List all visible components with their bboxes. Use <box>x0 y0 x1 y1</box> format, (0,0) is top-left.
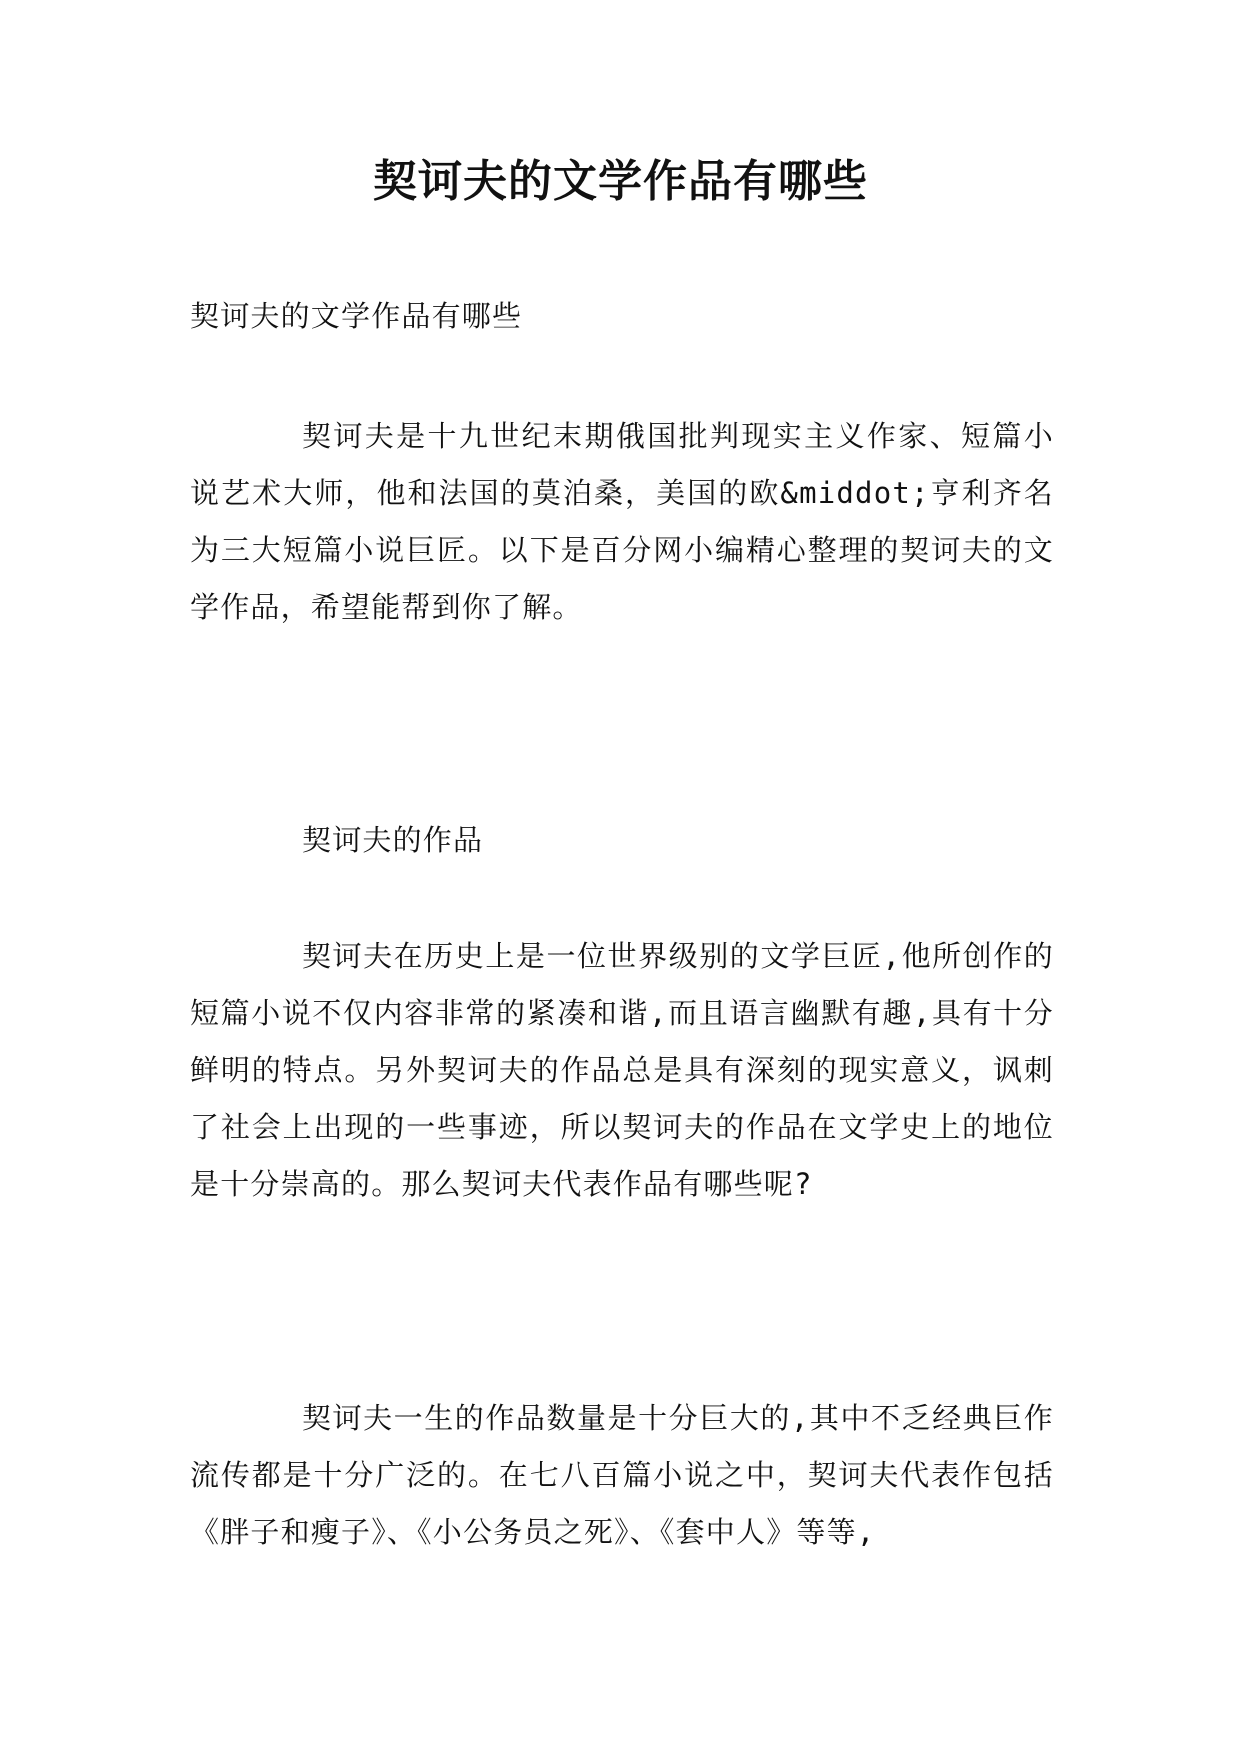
document-title: 契诃夫的文学作品有哪些 <box>373 156 868 207</box>
section-heading: 契诃夫的作品 <box>302 823 484 857</box>
body-paragraph: 契诃夫一生的作品数量是十分巨大的,其中不乏经典巨作流传都是十分广泛的。在七八百篇小说之中，契诃夫代表作包括《胖子和瘦子》、《小公务员之死》、《套中人》等等, <box>190 1401 1054 1549</box>
body-paragraph: 契诃夫在历史上是一位世界级别的文学巨匠,他所创作的短篇小说不仅内容非常的紧凑和谐,而且语言幽默有趣,具有十分鲜明的特点。另外契诃夫的作品总是具有深刻的现实意义，讽刺了社会上出现的一些事迹，所以契诃夫的作品在文学史上的地位是十分崇高的。那么契诃夫代表作品有哪些呢? <box>190 939 1054 1201</box>
document-subtitle: 契诃夫的文学作品有哪些 <box>190 299 523 333</box>
intro-paragraph: 契诃夫是十九世纪末期俄国批判现实主义作家、短篇小说艺术大师，他和法国的莫泊桑，美国的欧&middot;亨利齐名为三大短篇小说巨匠。以下是百分网小编精心整理的契诃夫的文学作品，希望能帮到你了解。 <box>190 419 1054 624</box>
